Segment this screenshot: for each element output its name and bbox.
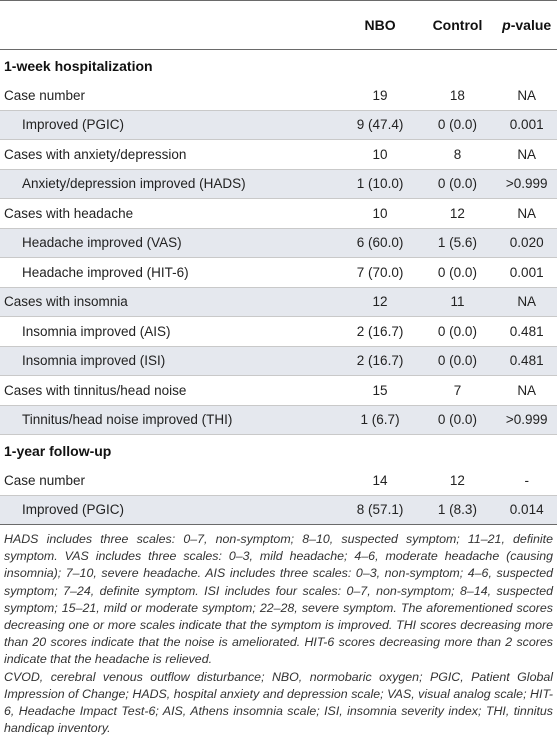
control-value: 18 (419, 81, 497, 110)
p-value: NA (496, 81, 557, 110)
footnote-abbreviations: CVOD, cerebral venous outflow disturbance; NBO, normobaric oxygen; PGIC, Patient Global Impression of Change; HADS, hospital anxiety and depression scale; VAS, visual analog scale; HIT-6, Headache Impact Test-6; AIS, Athens insomnia scale; ISI, insomnia severity index; THI, tinnitus handicap inventory. (4, 669, 553, 736)
row-label: Cases with tinnitus/head noise (0, 376, 342, 406)
control-value: 0 (0.0) (419, 317, 497, 347)
control-value: 1 (5.6) (419, 228, 497, 258)
row-label: Improved (PGIC) (0, 110, 342, 140)
nbo-value: 8 (57.1) (342, 495, 419, 525)
table-row (0, 110, 557, 140)
row-label: Insomnia improved (AIS) (0, 317, 342, 347)
section-title: 1-week hospitalization (4, 57, 153, 74)
control-value: 7 (419, 376, 497, 406)
table-row (0, 317, 557, 347)
nbo-value: 9 (47.4) (342, 110, 419, 140)
control-value: 0 (0.0) (419, 258, 497, 288)
table-row (0, 405, 557, 435)
nbo-value: 7 (70.0) (342, 258, 419, 288)
row-label: Cases with insomnia (0, 287, 342, 317)
row-label: Case number (0, 466, 342, 495)
row-label: Tinnitus/head noise improved (THI) (0, 405, 342, 435)
header-label-cell (0, 1, 342, 50)
header-p-italic: p (502, 17, 511, 33)
p-value: NA (496, 376, 557, 406)
table-row (0, 376, 557, 406)
control-value: 0 (0.0) (419, 405, 497, 435)
row-label: Headache improved (HIT-6) (0, 258, 342, 288)
control-value: 8 (419, 140, 497, 170)
table-row (0, 81, 557, 110)
header-p-value (496, 1, 557, 50)
row-label: Improved (PGIC) (0, 495, 342, 525)
nbo-value: 1 (10.0) (342, 169, 419, 199)
section-header-row (0, 435, 557, 467)
p-value: NA (496, 140, 557, 170)
table-row (0, 495, 557, 525)
p-value: NA (496, 287, 557, 317)
nbo-value: 15 (342, 376, 419, 406)
nbo-value: 1 (6.7) (342, 405, 419, 435)
table-header-row (0, 1, 557, 50)
nbo-value: 12 (342, 287, 419, 317)
table-row (0, 140, 557, 170)
p-value: 0.014 (496, 495, 557, 525)
section-title: 1-year follow-up (4, 442, 112, 459)
p-value: 0.001 (496, 258, 557, 288)
table-row (0, 466, 557, 495)
p-value: 0.001 (496, 110, 557, 140)
footnote-scales: HADS includes three scales: 0–7, non-symptom; 8–10, suspected symptom; 11–21, definite symptom. VAS includes three scales: 0–3, mild headache; 4–6, moderate headache (causing insomnia); 7–10, severe headache. AIS includes three scales: 0–3, non-symptom; 4–6, suspected symptom; 7–24, definite symptom. ISI includes four scales: 0–7, non-symptom; 8–14, suspected symptom; 15–21, mild or moderate symptom; 22–28, severe symptom. The aforementioned scores decreasing one or more scales indicate that the symptom is improved. THI scores decreasing more than 20 scores indicate that the noise is ameliorated. HIT-6 scores decreasing more than 2 scores indicate that the headache is relieved. (4, 532, 553, 667)
header-nbo: NBO (364, 17, 396, 33)
p-value: 0.481 (496, 346, 557, 376)
row-label: Anxiety/depression improved (HADS) (0, 169, 342, 199)
section-header-row (0, 50, 557, 82)
nbo-value: 10 (342, 199, 419, 229)
table-row (0, 228, 557, 258)
table-row (0, 346, 557, 376)
p-value: - (496, 466, 557, 495)
control-value: 1 (8.3) (419, 495, 497, 525)
row-label: Headache improved (VAS) (0, 228, 342, 258)
row-label: Case number (0, 81, 342, 110)
control-value: 0 (0.0) (419, 346, 497, 376)
p-value: 0.020 (496, 228, 557, 258)
nbo-value: 10 (342, 140, 419, 170)
p-value: >0.999 (496, 405, 557, 435)
table-row (0, 199, 557, 229)
table-row (0, 287, 557, 317)
header-p-suffix: -value (510, 17, 552, 33)
control-value: 12 (419, 199, 497, 229)
table-body (0, 50, 557, 525)
p-value: >0.999 (496, 169, 557, 199)
control-value: 11 (419, 287, 497, 317)
table-row (0, 258, 557, 288)
row-label: Cases with headache (0, 199, 342, 229)
control-value: 0 (0.0) (419, 169, 497, 199)
nbo-value: 19 (342, 81, 419, 110)
table-row (0, 169, 557, 199)
table-footnotes (0, 525, 557, 737)
control-value: 12 (419, 466, 497, 495)
row-label: Insomnia improved (ISI) (0, 346, 342, 376)
p-value: 0.481 (496, 317, 557, 347)
nbo-value: 2 (16.7) (342, 346, 419, 376)
nbo-value: 6 (60.0) (342, 228, 419, 258)
p-value: NA (496, 199, 557, 229)
control-value: 0 (0.0) (419, 110, 497, 140)
nbo-value: 14 (342, 466, 419, 495)
header-control: Control (432, 17, 483, 33)
row-label: Cases with anxiety/depression (0, 140, 342, 170)
nbo-value: 2 (16.7) (342, 317, 419, 347)
